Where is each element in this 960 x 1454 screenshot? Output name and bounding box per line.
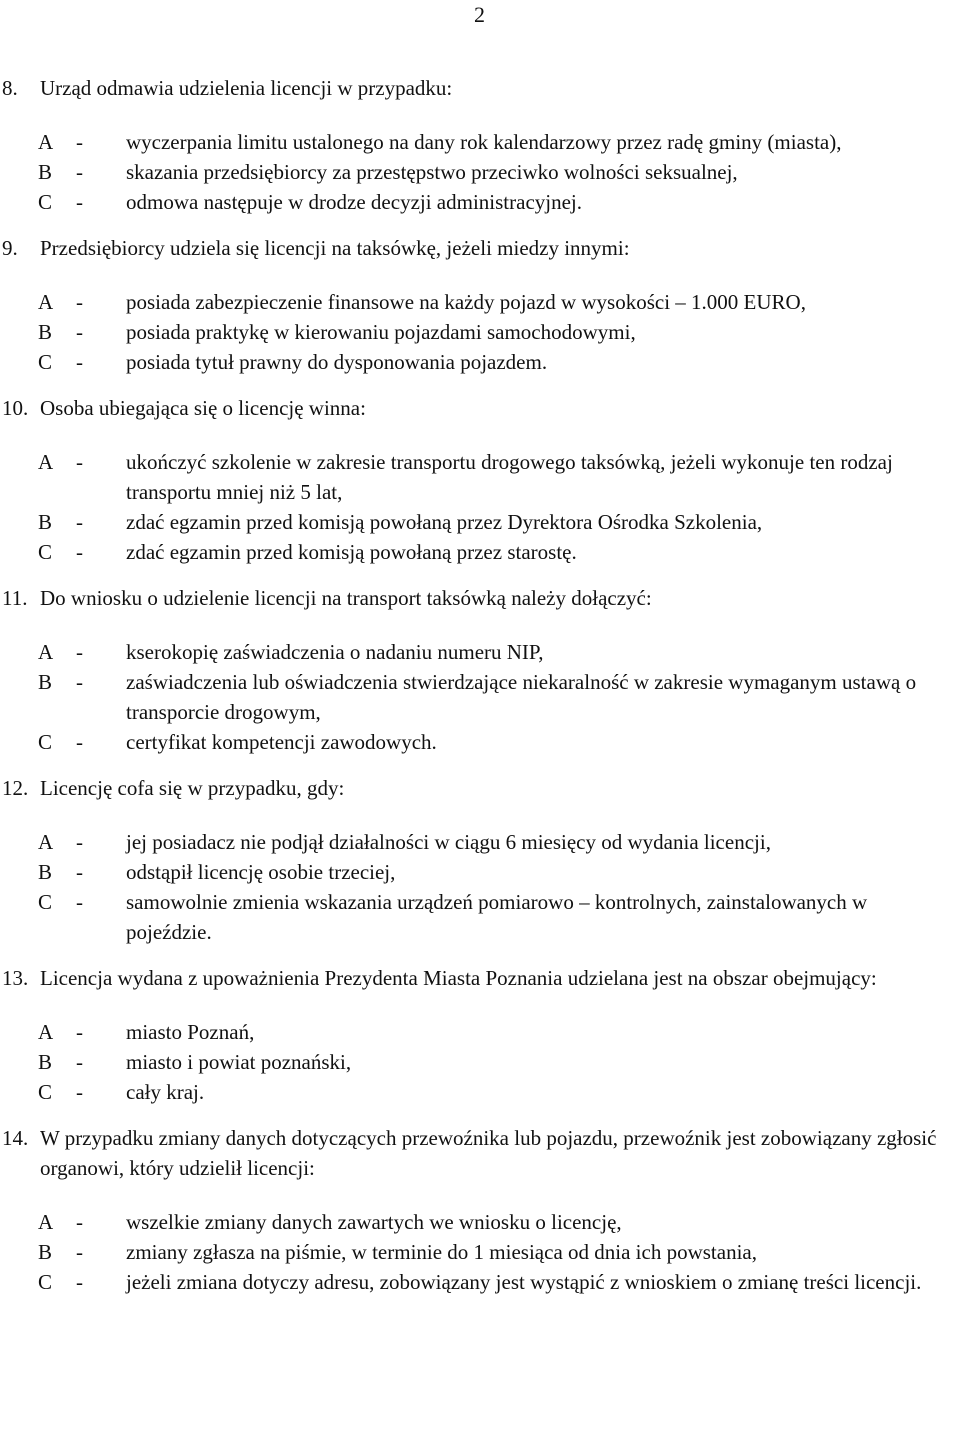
option-dash: - — [76, 860, 83, 884]
answer-option — [0, 507, 960, 537]
question-number: 13. — [2, 966, 29, 990]
option-text: zdać egzamin przed komisją powołaną przez starostę. — [126, 540, 577, 564]
question-12 — [0, 773, 960, 947]
option-dash: - — [76, 670, 83, 694]
question-text: Urząd odmawia udzielenia licencji w przypadku: — [40, 76, 453, 100]
option-text: zmiany zgłasza na piśmie, w terminie do 1 miesiąca od dnia ich powstania, — [126, 1240, 757, 1264]
option-letter: B — [38, 160, 53, 184]
answer-options — [0, 127, 960, 217]
question-heading — [0, 233, 960, 263]
question-text: Licencja wydana z upoważnienia Prezydenta Miasta Poznania udzielana jest na obszar obejmujący: — [40, 966, 877, 990]
option-letter: A — [38, 450, 54, 474]
question-14 — [0, 1123, 960, 1297]
option-dash: - — [76, 540, 83, 564]
option-text: miasto i powiat poznański, — [126, 1050, 352, 1074]
question-number: 12. — [2, 776, 29, 800]
answer-option — [0, 857, 960, 887]
option-dash: - — [76, 640, 83, 664]
question-number: 9. — [2, 236, 18, 260]
question-heading — [0, 1123, 960, 1183]
option-letter: B — [38, 1050, 53, 1074]
question-number: 14. — [2, 1126, 29, 1150]
option-dash: - — [76, 160, 83, 184]
answer-options — [0, 447, 960, 567]
option-dash: - — [76, 890, 83, 914]
question-text: Przedsiębiorcy udziela się licencji na taksówkę, jeżeli miedzy innymi: — [40, 236, 630, 260]
option-text: cały kraj. — [126, 1080, 205, 1104]
question-text: Do wniosku o udzielenie licencji na transport taksówką należy dołączyć: — [40, 586, 652, 610]
answer-option — [0, 727, 960, 757]
option-dash: - — [76, 510, 83, 534]
option-dash: - — [76, 290, 83, 314]
option-letter: B — [38, 510, 53, 534]
answer-option — [0, 637, 960, 667]
option-text: wyczerpania limitu ustalonego na dany rok kalendarzowy przez radę gminy (miasta), — [126, 130, 842, 154]
answer-option — [0, 347, 960, 377]
option-letter: C — [38, 1270, 53, 1294]
option-letter: A — [38, 1020, 54, 1044]
question-number: 11. — [2, 586, 28, 610]
question-13 — [0, 963, 960, 1107]
option-letter: A — [38, 290, 54, 314]
question-heading — [0, 773, 960, 803]
answer-option — [0, 667, 960, 727]
answer-option — [0, 1047, 960, 1077]
question-heading — [0, 393, 960, 423]
option-letter: A — [38, 830, 54, 854]
page-number: 2 — [474, 2, 485, 27]
option-letter: C — [38, 730, 53, 754]
option-dash: - — [76, 830, 83, 854]
answer-option — [0, 157, 960, 187]
option-letter: C — [38, 190, 53, 214]
option-letter: B — [38, 670, 53, 694]
question-heading — [0, 583, 960, 613]
answer-option — [0, 317, 960, 347]
option-text: jeżeli zmiana dotyczy adresu, zobowiązany jest wystąpić z wnioskiem o zmianę treści licencji. — [126, 1270, 922, 1294]
answer-option — [0, 287, 960, 317]
answer-option — [0, 1237, 960, 1267]
option-text: posiada tytuł prawny do dysponowania pojazdem. — [126, 350, 548, 374]
answer-options — [0, 827, 960, 947]
answer-option — [0, 1267, 960, 1297]
answer-option — [0, 827, 960, 857]
option-text: odstąpił licencję osobie trzeciej, — [126, 860, 396, 884]
option-dash: - — [76, 1080, 83, 1104]
question-11 — [0, 583, 960, 757]
option-letter: C — [38, 890, 53, 914]
option-dash: - — [76, 1270, 83, 1294]
option-letter: B — [38, 1240, 53, 1264]
option-text: zdać egzamin przed komisją powołaną przez Dyrektora Ośrodka Szkolenia, — [126, 510, 763, 534]
answer-option — [0, 447, 960, 507]
option-dash: - — [76, 130, 83, 154]
option-text: miasto Poznań, — [126, 1020, 255, 1044]
question-number: 8. — [2, 76, 18, 100]
answer-option — [0, 187, 960, 217]
option-letter: A — [38, 130, 54, 154]
option-text: posiada zabezpieczenie finansowe na każdy pojazd w wysokości – 1.000 EURO, — [126, 290, 806, 314]
answer-option — [0, 1077, 960, 1107]
option-text: zaświadczenia lub oświadczenia stwierdzające niekaralność w zakresie wymaganym ustawą o transporcie drogowym, — [126, 670, 917, 724]
option-dash: - — [76, 320, 83, 344]
option-dash: - — [76, 1210, 83, 1234]
question-text: W przypadku zmiany danych dotyczących przewoźnika lub pojazdu, przewoźnik jest zobowiązany zgłosić organowi, który udzielił licencji: — [40, 1126, 937, 1180]
option-letter: C — [38, 540, 53, 564]
answer-options — [0, 1017, 960, 1107]
option-text: ukończyć szkolenie w zakresie transportu drogowego taksówką, jeżeli wykonuje ten rodzaj transportu mniej niż 5 lat, — [126, 450, 893, 504]
option-letter: A — [38, 1210, 54, 1234]
answer-options — [0, 637, 960, 757]
option-letter: B — [38, 860, 53, 884]
answer-option — [0, 1017, 960, 1047]
question-text: Licencję cofa się w przypadku, gdy: — [40, 776, 345, 800]
option-text: odmowa następuje w drodze decyzji administracyjnej. — [126, 190, 583, 214]
option-text: skazania przedsiębiorcy za przestępstwo przeciwko wolności seksualnej, — [126, 160, 738, 184]
option-text: wszelkie zmiany danych zawartych we wniosku o licencję, — [126, 1210, 622, 1234]
option-text: jej posiadacz nie podjął działalności w ciągu 6 miesięcy od wydania licencji, — [126, 830, 771, 854]
answer-option — [0, 1207, 960, 1237]
option-text: certyfikat kompetencji zawodowych. — [126, 730, 437, 754]
question-9 — [0, 233, 960, 377]
answer-option — [0, 127, 960, 157]
question-heading — [0, 73, 960, 103]
option-text: kserokopię zaświadczenia o nadaniu numeru NIP, — [126, 640, 544, 664]
option-dash: - — [76, 450, 83, 474]
option-dash: - — [76, 1050, 83, 1074]
option-dash: - — [76, 350, 83, 374]
answer-options — [0, 1207, 960, 1297]
option-letter: C — [38, 350, 53, 374]
question-list — [0, 73, 960, 1313]
answer-option — [0, 537, 960, 567]
question-number: 10. — [2, 396, 29, 420]
option-letter: A — [38, 640, 54, 664]
question-heading — [0, 963, 960, 993]
answer-options — [0, 287, 960, 377]
option-letter: C — [38, 1080, 53, 1104]
question-10 — [0, 393, 960, 567]
answer-option — [0, 887, 960, 947]
option-text: samowolnie zmienia wskazania urządzeń pomiarowo – kontrolnych, zainstalowanych w pojeździe. — [126, 890, 868, 944]
option-dash: - — [76, 1020, 83, 1044]
question-8 — [0, 73, 960, 217]
option-text: posiada praktykę w kierowaniu pojazdami samochodowymi, — [126, 320, 636, 344]
question-text: Osoba ubiegająca się o licencję winna: — [40, 396, 366, 420]
option-letter: B — [38, 320, 53, 344]
option-dash: - — [76, 730, 83, 754]
option-dash: - — [76, 190, 83, 214]
option-dash: - — [76, 1240, 83, 1264]
